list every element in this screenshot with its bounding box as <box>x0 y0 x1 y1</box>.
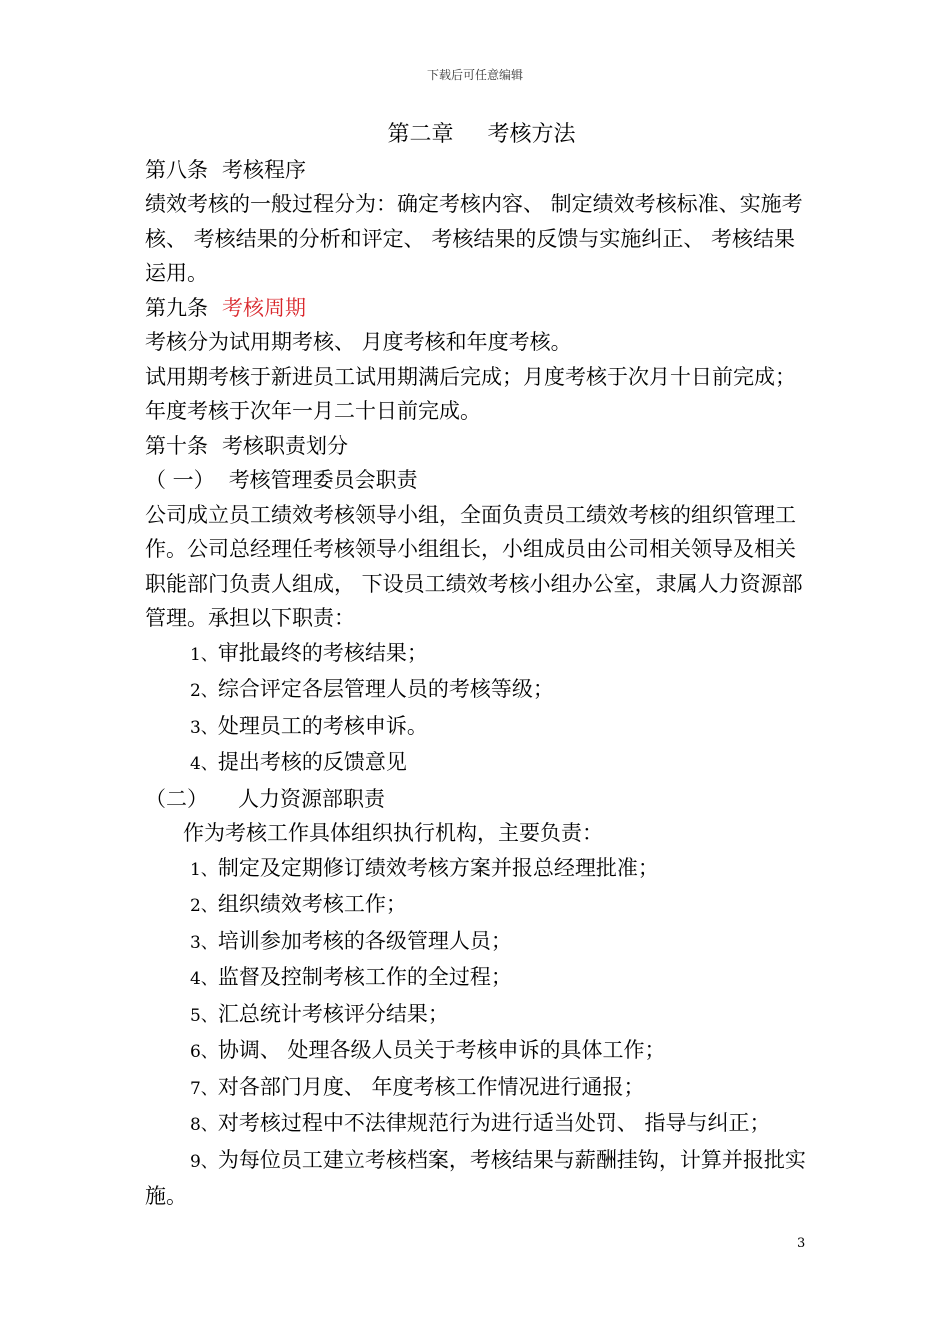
item-text: 培训参加考核的各级管理人员； <box>217 928 512 953</box>
item-number: 3、 <box>190 717 218 738</box>
article-title: 考核程序 <box>222 157 306 182</box>
list-item <box>145 997 810 1034</box>
item-text: 汇总统计考核评分结果； <box>217 1001 449 1026</box>
section-1-list <box>145 636 810 782</box>
list-item <box>145 1033 810 1070</box>
item-number: 1、 <box>190 859 218 880</box>
item-text: 审批最终的考核结果； <box>217 640 428 665</box>
item-number: 2、 <box>190 896 218 916</box>
chapter-title <box>153 118 810 153</box>
item-number: 3、 <box>190 932 218 953</box>
list-item <box>145 924 810 961</box>
item-text: 处理员工的考核申诉。 <box>217 713 428 738</box>
list-item <box>145 672 810 709</box>
article-8-heading <box>145 153 810 188</box>
article-9-heading <box>145 291 810 326</box>
section-title: 考核管理委员会职责 <box>228 468 418 492</box>
item-number: 7、 <box>190 1078 218 1099</box>
list-item <box>145 887 810 924</box>
item-text: 协调、 处理各级人员关于考核申诉的具体工作； <box>217 1038 666 1062</box>
list-item <box>145 1143 810 1214</box>
section-label: （二） <box>145 786 208 811</box>
item-text: 对考核过程中不法律规范行为进行适当处罚、 指导与纠正； <box>217 1111 771 1135</box>
document-body <box>145 118 810 1214</box>
page-number: 3 <box>797 1236 806 1251</box>
list-item <box>145 745 810 782</box>
list-item <box>145 960 810 997</box>
item-text: 提出考核的反馈意见 <box>217 750 407 774</box>
section-label: （ 一） <box>145 468 215 492</box>
article-label: 第九条 <box>145 295 208 320</box>
item-text: 为每位员工建立考核档案，考核结果与薪酬挂钩，计算并报批实施。 <box>145 1147 806 1208</box>
page-header: 下载后可任意编辑 <box>426 68 523 82</box>
chapter-number: 第二章 <box>387 122 454 147</box>
item-text: 对各部门月度、 年度考核工作情况进行通报； <box>217 1074 645 1099</box>
list-item <box>145 1106 810 1143</box>
item-number: 2、 <box>190 681 218 701</box>
item-text: 综合评定各层管理人员的考核等级； <box>217 677 554 701</box>
article-9-body-2: 试用期考核于新进员工试用期满后完成；月度考核于次月十日前完成；年度考核于次年一月二十日前完成。 <box>145 364 796 423</box>
item-number: 9、 <box>190 1151 218 1172</box>
item-number: 5、 <box>190 1005 218 1026</box>
list-item <box>145 709 810 746</box>
item-number: 6、 <box>190 1042 218 1062</box>
item-text: 组织绩效考核工作； <box>217 892 407 916</box>
article-title-highlighted: 考核周期 <box>222 295 306 320</box>
item-text: 制定及定期修订绩效考核方案并报总经理批准； <box>217 855 659 880</box>
item-number: 8、 <box>190 1115 218 1135</box>
section-title: 人力资源部职责 <box>238 786 385 811</box>
section-2-list <box>145 851 810 1214</box>
article-9-body-1: 考核分为试用期考核、 月度考核和年度考核。 <box>145 330 572 354</box>
article-title: 考核职责划分 <box>222 433 348 458</box>
article-8-body: 绩效考核的一般过程分为：确定考核内容、 制定绩效考核标准、实施考核、 考核结果的分析和评定、 考核结果的反馈与实施纠正、 考核结果运用。 <box>145 192 803 285</box>
section-2-intro: 作为考核工作具体组织执行机构，主要负责： <box>183 821 603 845</box>
article-10-heading <box>145 429 810 464</box>
item-number: 4、 <box>190 754 218 774</box>
list-item <box>145 851 810 888</box>
list-item <box>145 1070 810 1107</box>
list-item <box>145 636 810 673</box>
section-1-heading <box>145 463 810 498</box>
article-label: 第八条 <box>145 157 208 182</box>
article-label: 第十条 <box>145 433 208 458</box>
chapter-name: 考核方法 <box>487 122 576 147</box>
item-number: 4、 <box>190 969 218 989</box>
item-number: 1、 <box>190 644 218 665</box>
section-2-heading <box>145 782 810 817</box>
section-1-body: 公司成立员工绩效考核领导小组，全面负责员工绩效考核的组织管理工作。公司总经理任考核领导小组组长，小组成员由公司相关领导及相关职能部门负责人组成， 下设员工绩效考核小组办公室，隶属人力资源部管理。承担以下职责： <box>145 502 803 630</box>
item-text: 监督及控制考核工作的全过程； <box>217 965 512 989</box>
